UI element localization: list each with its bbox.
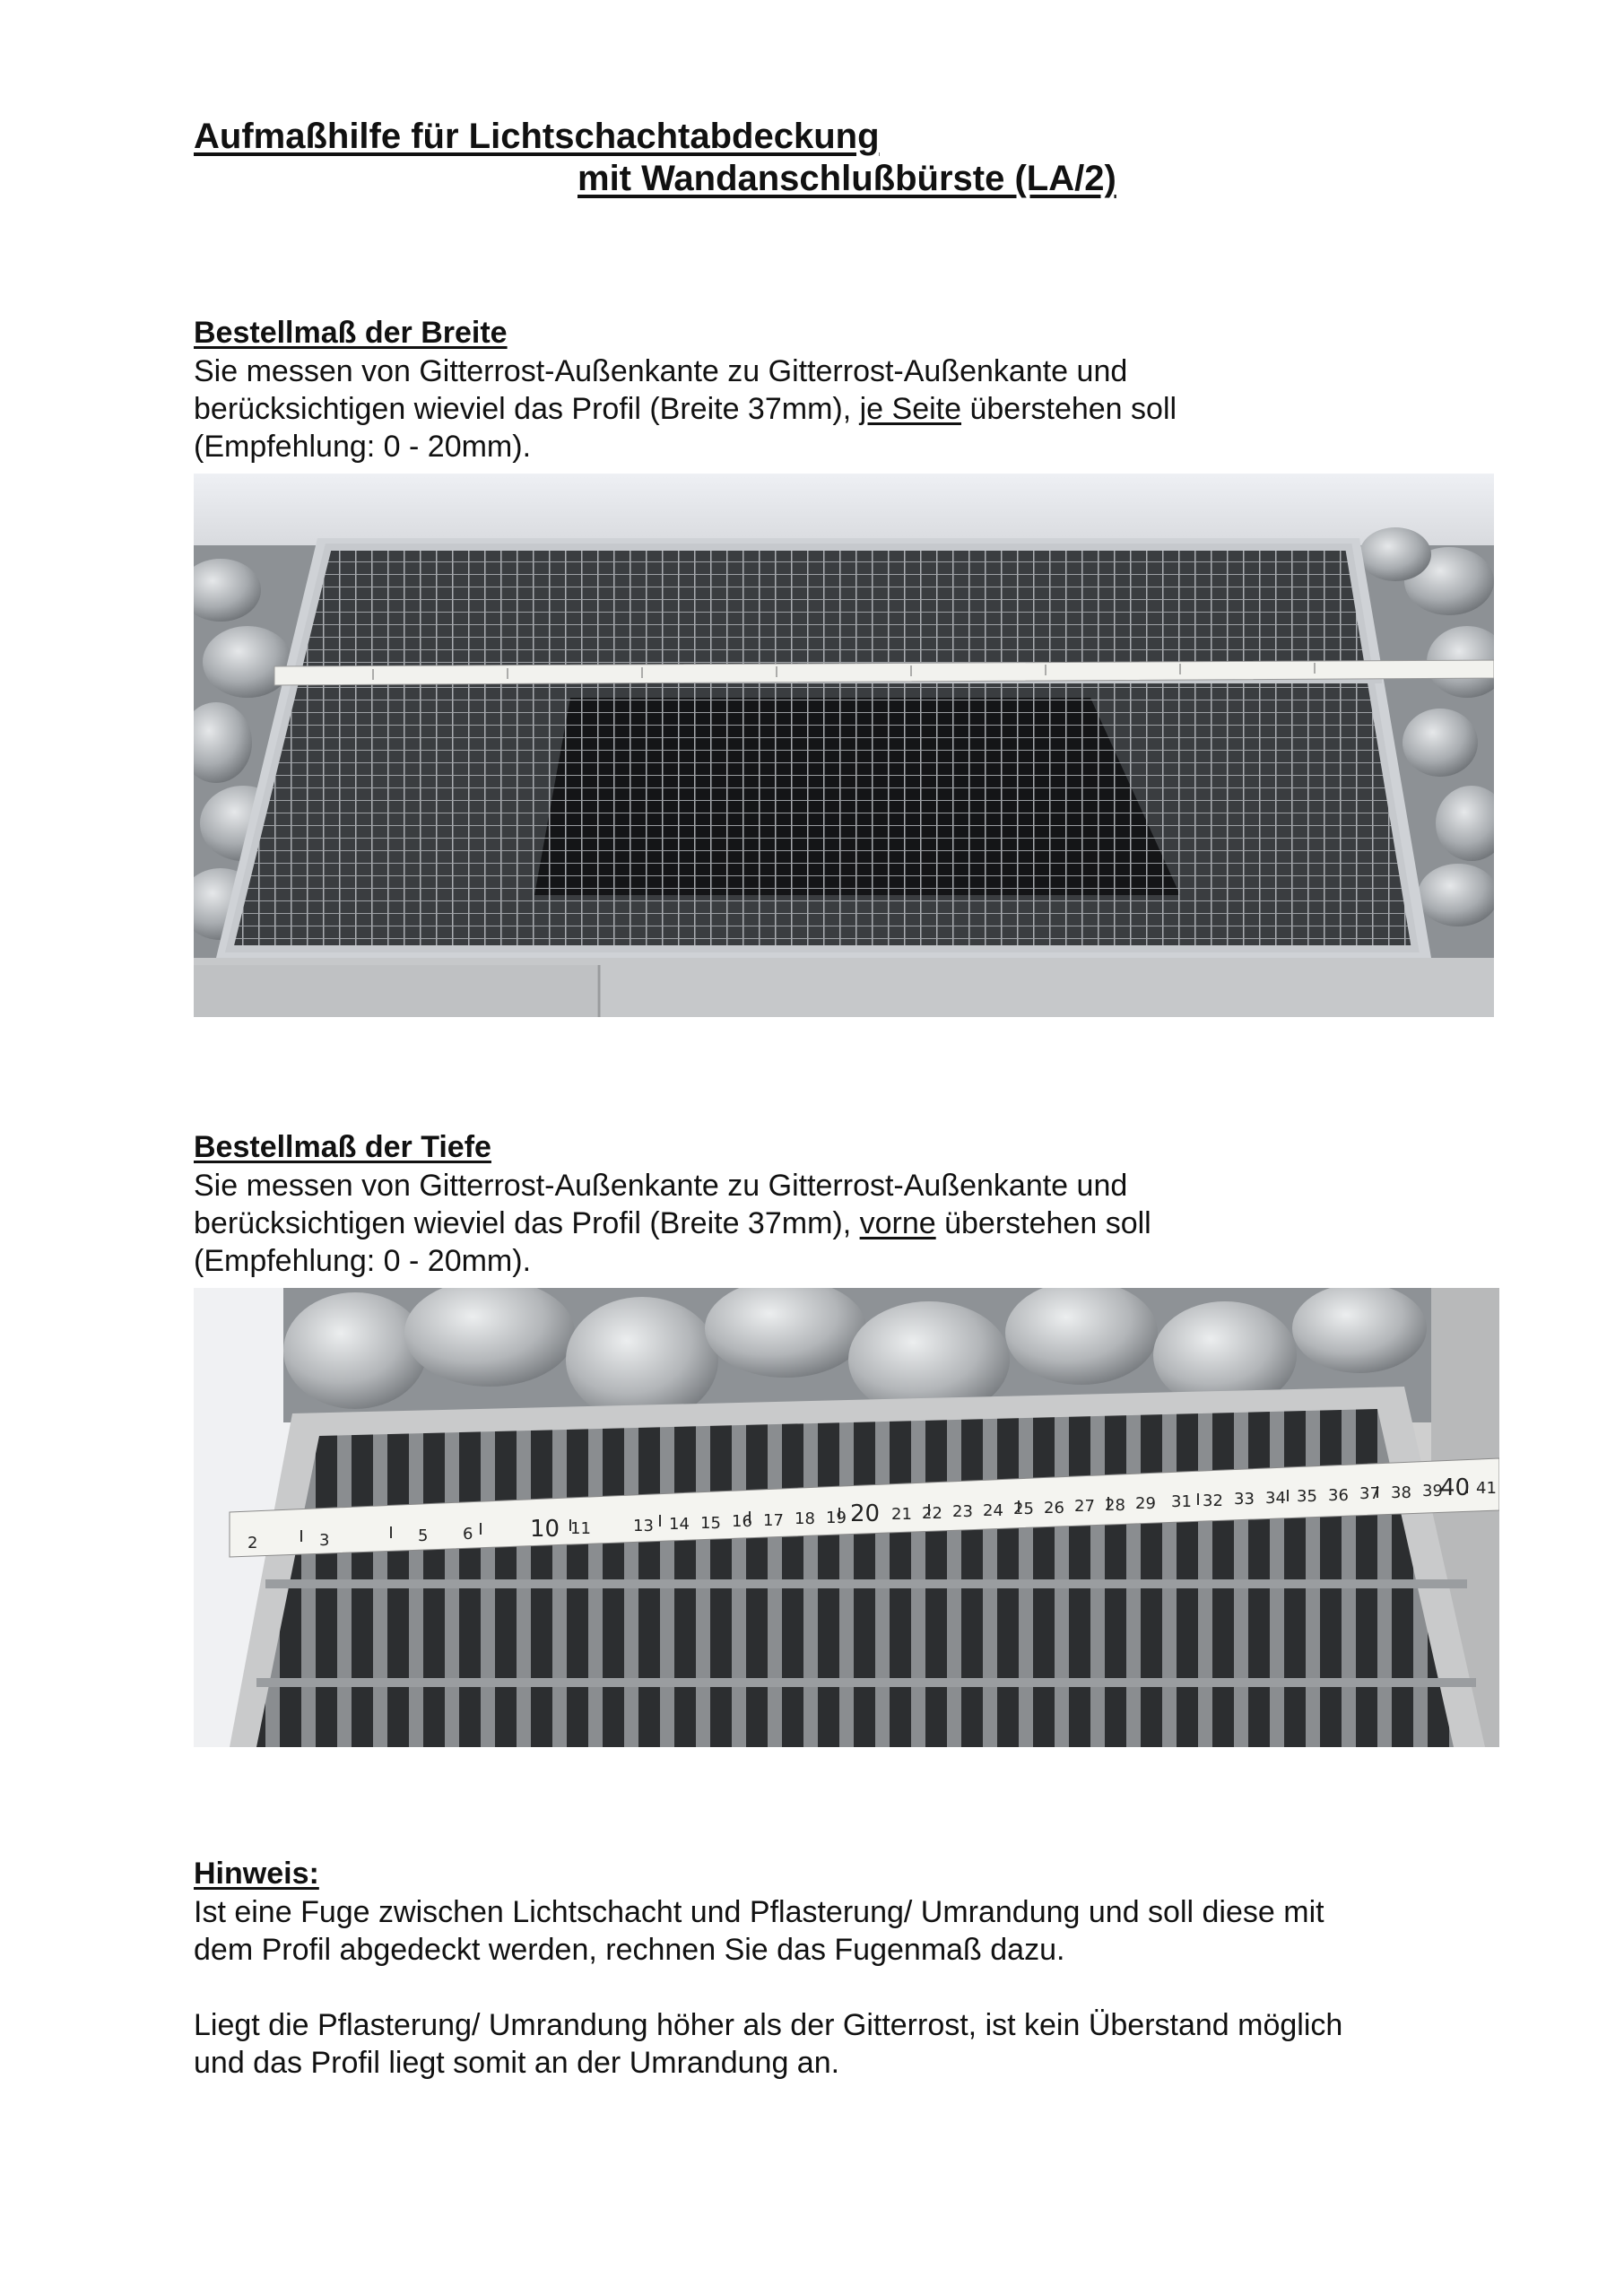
width-measurement-photo [194, 474, 1494, 1017]
depth-measurement-photo [194, 1288, 1499, 1747]
depth-measurement-photo-svg [194, 1288, 1499, 1747]
ruler-mark: 14 [669, 1515, 690, 1534]
ruler-mark: 27 [1074, 1497, 1095, 1516]
ruler-mark: 34 [1265, 1489, 1286, 1508]
note-p2-line-2: und das Profil liegt somit an der Umrandung an. [194, 2046, 840, 2080]
section-depth-line-1: Sie messen von Gitterrost-Außenkante zu Gitterrost-Außenkante und [194, 1169, 1128, 1203]
section-depth-line-2 [194, 1205, 1151, 1242]
ruler-mark: 32 [1203, 1492, 1223, 1510]
section-depth-line-2-start: berücksichtigen wieviel das Profil (Breite 37mm), [194, 1206, 860, 1240]
ruler-mark: 10 [530, 1516, 560, 1543]
ruler-mark: 35 [1297, 1487, 1317, 1506]
note-paragraph-1 [194, 1893, 1324, 1969]
section-width-line-1: Sie messen von Gitterrost-Außenkante zu Gitterrost-Außenkante und [194, 354, 1128, 388]
ruler-mark: 16 [732, 1512, 752, 1531]
ruler-mark: 5 [418, 1526, 429, 1545]
ruler-mark: 19 [826, 1509, 847, 1527]
ruler-mark: 2 [248, 1534, 258, 1552]
ruler-mark: 23 [952, 1502, 973, 1521]
ruler-mark: 33 [1234, 1490, 1255, 1509]
note-p1-line-2: dem Profil abgedeckt werden, rechnen Sie das Fugenmaß dazu. [194, 1933, 1065, 1967]
section-width-line-2-start: berücksichtigen wieviel das Profil (Breite 37mm), [194, 392, 860, 426]
ruler-mark: 38 [1391, 1483, 1411, 1502]
section-width-text [194, 352, 1177, 465]
ruler-mark: 11 [570, 1519, 591, 1538]
ruler-mark: 20 [850, 1500, 881, 1527]
ruler-mark: 17 [763, 1511, 784, 1530]
ruler-mark: 25 [1013, 1500, 1034, 1518]
ruler-mark: 28 [1105, 1496, 1125, 1515]
note-p2-line-1: Liegt die Pflasterung/ Umrandung höher als der Gitterrost, ist kein Überstand möglich [194, 2008, 1343, 2042]
ruler-mark: 15 [700, 1514, 721, 1533]
document-title-line-2: mit Wandanschlußbürste (LA/2) [578, 159, 1116, 198]
ruler-mark: 18 [795, 1509, 815, 1528]
section-width-line-3: (Empfehlung: 0 - 20mm). [194, 430, 532, 464]
section-width-heading: Bestellmaß der Breite [194, 316, 508, 350]
ruler-mark: 40 [1440, 1474, 1471, 1501]
ruler-mark: 41 [1476, 1479, 1497, 1498]
ruler-mark: 36 [1328, 1486, 1349, 1505]
ruler-mark: 13 [633, 1517, 654, 1535]
ruler-mark: 22 [922, 1504, 942, 1523]
section-depth-line-3: (Empfehlung: 0 - 20mm). [194, 1244, 532, 1278]
section-depth-heading: Bestellmaß der Tiefe [194, 1130, 491, 1164]
ruler-mark: 6 [463, 1525, 473, 1544]
ruler-mark: 3 [319, 1531, 330, 1550]
document-title-line-1: Aufmaßhilfe für Lichtschachtabdeckung [194, 117, 880, 156]
ruler-mark: 29 [1135, 1494, 1156, 1513]
ruler-mark: 39 [1422, 1482, 1443, 1500]
section-depth-emphasis: vorne [859, 1206, 936, 1240]
section-width-emphasis: je Seite [859, 392, 962, 426]
ruler-mark: 26 [1044, 1499, 1064, 1518]
ruler-mark: 37 [1359, 1484, 1380, 1503]
section-width-line-2 [194, 390, 1177, 428]
width-measurement-photo-svg [194, 474, 1494, 1017]
section-depth-text [194, 1167, 1151, 1280]
ruler-mark: 24 [983, 1501, 1003, 1520]
note-heading: Hinweis: [194, 1857, 319, 1891]
note-p1-line-1: Ist eine Fuge zwischen Lichtschacht und Pflasterung/ Umrandung und soll diese mit [194, 1895, 1324, 1929]
section-depth-line-2-end: überstehen soll [935, 1206, 1151, 1240]
ruler-mark: 31 [1171, 1492, 1192, 1511]
section-width-line-2-end: überstehen soll [961, 392, 1177, 426]
ruler-mark: 21 [891, 1505, 912, 1524]
note-paragraph-2 [194, 2006, 1342, 2082]
